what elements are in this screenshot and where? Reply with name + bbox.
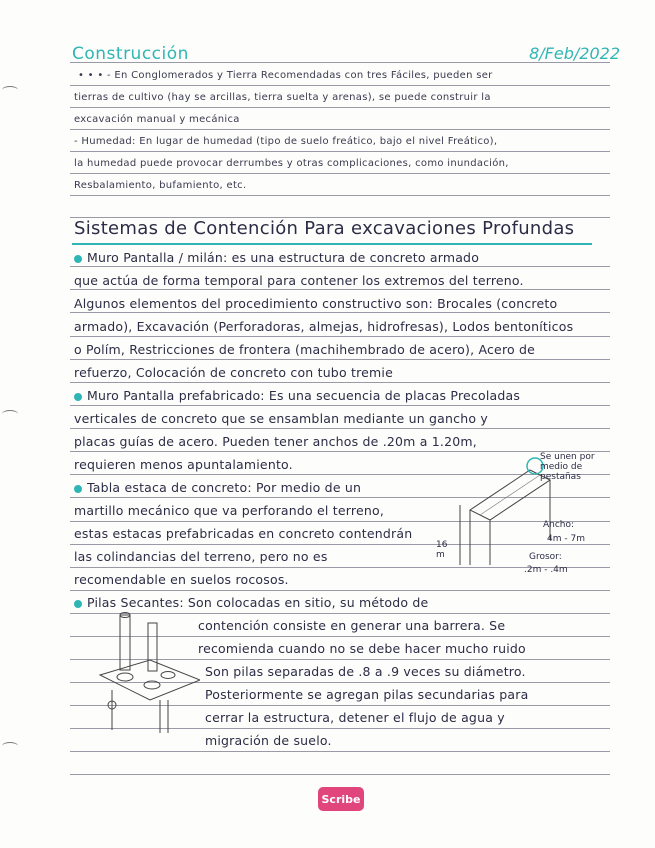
bullet-dot [74, 393, 82, 401]
body-line: martillo mecánico que va perforando el terreno, [74, 503, 384, 518]
sketch-note-grosor: Grosor: [529, 552, 562, 562]
sketch-note-grosor-val: .2m - .4m [524, 565, 568, 575]
body-line: recomienda cuando no se debe hacer mucho ruido [198, 641, 526, 656]
ruled-line [70, 151, 610, 152]
body-line: verticales de concreto que se ensamblan mediante un gancho y [74, 411, 488, 426]
sketch-note-union: Se unen por medio de pestañas [540, 452, 595, 482]
ruled-line [70, 129, 610, 130]
ruled-line [70, 428, 610, 429]
body-line: Muro Pantalla / milán: es una estructura de concreto armado [74, 250, 479, 265]
body-line: cerrar la estructura, detener el flujo de agua y [205, 710, 505, 725]
body-line: refuerzo, Colocación de concreto con tubo tremie [74, 365, 393, 380]
intro-line: excavación manual y mecánica [74, 114, 240, 125]
secant-piles-sketch [90, 605, 200, 740]
ruled-line [70, 774, 610, 775]
body-line: Posteriormente se agregan pilas secundarias para [205, 687, 529, 702]
page-date: 8/Feb/2022 [529, 44, 620, 63]
intro-line: tierras de cultivo (hay se arcillas, tierra suelta y arenas), se puede construir la [74, 92, 491, 103]
sketch-note-ancho: Ancho: [543, 520, 575, 530]
binder-hole [2, 410, 18, 418]
ruled-line [70, 405, 610, 406]
intro-line: • • • - En Conglomerados y Tierra Recomendadas con tres Fáciles, pueden ser [78, 70, 493, 81]
ruled-line [70, 590, 610, 591]
body-line: placas guías de acero. Pueden tener anchos de .20m a 1.20m, [74, 434, 477, 449]
ruled-line [70, 336, 610, 337]
intro-line: - Humedad: En lugar de humedad (tipo de suelo freático, bajo el nivel Freático), [74, 136, 498, 147]
ruled-line [70, 195, 610, 196]
body-line: armado), Excavación (Perforadoras, almejas, hidrofresas), Lodos bentoníticos [74, 319, 574, 334]
bullet-dot [74, 255, 82, 263]
bullet-dot [74, 600, 82, 608]
body-line: contención consiste en generar una barrera. Se [198, 618, 506, 633]
ruled-line [70, 289, 610, 290]
section-heading: Sistemas de Contención Para excavaciones Profundas [74, 218, 575, 239]
body-line: Pilas Secantes: Son colocadas en sitio, su método de [74, 595, 428, 610]
scribe-badge[interactable]: Scribe [318, 787, 364, 811]
ruled-line [70, 266, 610, 267]
body-line: requieren menos apuntalamiento. [74, 457, 293, 472]
ruled-line [70, 312, 610, 313]
body-line: Muro Pantalla prefabricado: Es una secuencia de placas Precoladas [74, 388, 520, 403]
ruled-line [70, 382, 610, 383]
ruled-line [70, 85, 610, 86]
body-line: Son pilas separadas de .8 a .9 veces su diámetro. [205, 664, 526, 679]
sketch-note-ancho-val: 4m - 7m [547, 534, 585, 544]
body-line: migración de suelo. [205, 733, 332, 748]
bullet-dot [74, 485, 82, 493]
body-line: las colindancias del terreno, pero no es [74, 549, 328, 564]
binder-hole [2, 86, 18, 94]
ruled-line [70, 107, 610, 108]
heading-underline [72, 243, 592, 245]
body-line: o Polím, Restricciones de frontera (machihembrado de acero), Acero de [74, 342, 536, 357]
binder-hole [2, 742, 18, 750]
page-title: Construcción [72, 44, 189, 64]
body-line: que actúa de forma temporal para contener los extremos del terreno. [74, 273, 524, 288]
intro-line: Resbalamiento, bufamiento, etc. [74, 180, 247, 191]
ruled-line [70, 173, 610, 174]
intro-line: la humedad puede provocar derrumbes y otras complicaciones, como inundación, [74, 158, 509, 169]
body-line: Tabla estaca de concreto: Por medio de un [74, 480, 361, 495]
ruled-line [70, 751, 610, 752]
sketch-note-depth: 16 m [436, 540, 448, 560]
ruled-line [70, 359, 610, 360]
body-line: Algunos elementos del procedimiento constructivo son: Brocales (concreto [74, 296, 558, 311]
body-line: estas estacas prefabricadas en concreto contendrán [74, 526, 413, 541]
body-line: recomendable en suelos rocosos. [74, 572, 289, 587]
